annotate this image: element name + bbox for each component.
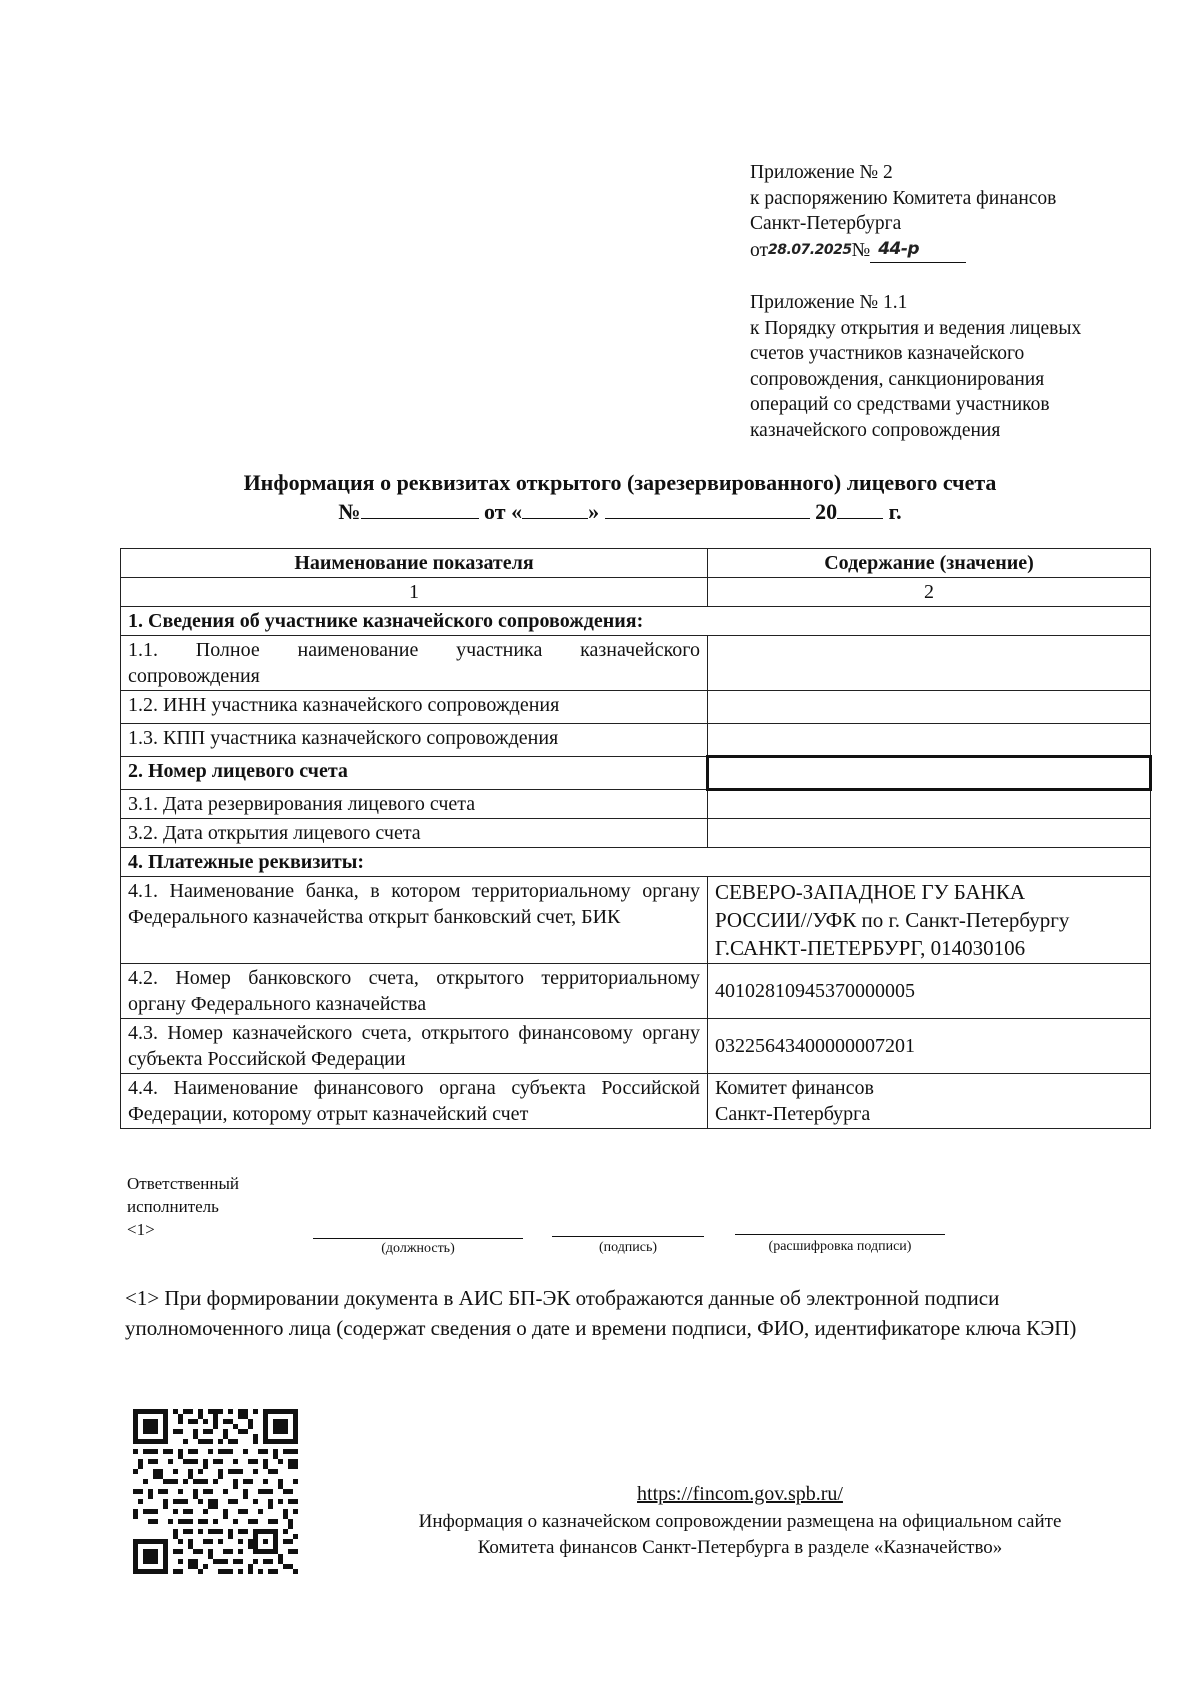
site-info-line: Информация о казначейском сопровождении размещена на официальном сайте xyxy=(418,1511,1062,1532)
row-1-2-label: 1.2. ИНН участника казначейского сопровождения xyxy=(121,691,708,724)
section-row xyxy=(121,848,1151,877)
number-prefix: № xyxy=(851,239,871,261)
appendix-2-title: Приложение № 2 xyxy=(750,162,893,183)
responsible-line: Ответственный xyxy=(127,1174,239,1193)
row-4-4-value xyxy=(708,1074,1151,1129)
table-row xyxy=(121,1019,1151,1074)
appendix-2-line: Санкт-Петербурга xyxy=(750,213,902,234)
row-1-2-value xyxy=(708,691,1151,724)
table-row xyxy=(121,819,1151,848)
signature-caption: (подпись) xyxy=(598,1240,658,1255)
site-info-line: Комитета финансов Санкт-Петербурга в разделе «Казначейство» xyxy=(477,1537,1003,1558)
site-url-link[interactable]: https://fincom.gov.spb.ru/ xyxy=(637,1483,843,1505)
row-4-1-label: 4.1. Наименование банка, в котором территориальному органу Федерального казначейства открыт банковский счет, БИК xyxy=(121,877,708,964)
table-row xyxy=(121,790,1151,819)
open-quote: « xyxy=(511,499,523,524)
signature-decode-caption: (расшифровка подписи) xyxy=(768,1239,912,1254)
column-number: 1 xyxy=(121,578,708,607)
responsible-footnote-ref: <1> xyxy=(127,1220,155,1239)
position-caption: (должность) xyxy=(381,1241,455,1256)
footnote: <1> При формировании документа в АИС БП-ЭК отображаются данные об электронной подписи уполномоченного лица (содержат сведения о дате и времени подписи, ФИО, идентификаторе ключа КЭП) xyxy=(125,1286,1077,1340)
bank-name-line: РОССИИ//УФК по г. Санкт-Петербургу xyxy=(715,908,1070,932)
table-row xyxy=(121,1074,1151,1129)
close-quote: » xyxy=(588,499,600,524)
table-row xyxy=(121,724,1151,757)
signature-decode-line xyxy=(735,1234,945,1235)
responsible-executor xyxy=(127,1172,239,1241)
appendix-1-1-line: сопровождения, санкционирования xyxy=(750,368,1045,390)
bank-bik-line: Г.САНКТ-ПЕТЕРБУРГ, 014030106 xyxy=(715,936,1026,960)
table-header-row xyxy=(121,549,1151,578)
responsible-line: исполнитель xyxy=(127,1197,219,1216)
table-row xyxy=(121,964,1151,1019)
section-2-title: 2. Номер лицевого счета xyxy=(121,757,708,790)
row-3-2-value xyxy=(708,819,1151,848)
row-4-4-label: 4.4. Наименование финансового органа субъекта Российской Федерации, которому отрыт казначейский счет xyxy=(121,1074,708,1129)
fin-org-line: Комитет финансов xyxy=(715,1077,874,1099)
month-blank xyxy=(605,498,810,519)
requisites-table xyxy=(120,548,1152,1129)
bank-name-line: СЕВЕРО-ЗАПАДНОЕ ГУ БАНКА xyxy=(715,880,1026,904)
order-date-number xyxy=(750,237,1056,264)
section-1-title: 1. Сведения об участнике казначейского сопровождения: xyxy=(121,607,1151,636)
appendix-2-line: к распоряжению Комитета финансов xyxy=(750,187,1057,209)
appendix-1-1-line: к Порядку открытия и ведения лицевых xyxy=(750,317,1082,339)
appendix-1-1-line: счетов участников казначейского xyxy=(750,343,1025,364)
appendix-1-1-line: операций со средствами участников xyxy=(750,394,1050,415)
appendix-1-1-block xyxy=(750,290,1081,443)
account-number-value xyxy=(708,757,1151,790)
document-number-line xyxy=(20,498,1200,525)
appendix-1-1-line: казначейского сопровождения xyxy=(750,419,1001,441)
fin-org-line: Санкт-Петербурга xyxy=(715,1103,871,1125)
year-suffix: г. xyxy=(888,499,902,524)
row-4-3-value: 03225643400000007201 xyxy=(708,1019,1151,1074)
row-4-1-value xyxy=(708,877,1151,964)
column-number: 2 xyxy=(708,578,1151,607)
appendix-2-block xyxy=(750,160,1056,263)
row-1-3-value xyxy=(708,724,1151,757)
header-content-value: Содержание (значение) xyxy=(708,549,1151,578)
year-blank xyxy=(837,498,883,519)
row-4-2-value: 40102810945370000005 xyxy=(708,964,1151,1019)
table-row xyxy=(121,877,1151,964)
from-label: от xyxy=(484,499,506,524)
row-4-2-label: 4.2. Номер банковского счета, открытого территориальному органу Федерального казначейства xyxy=(121,964,708,1019)
year-prefix: 20 xyxy=(815,499,838,524)
section-row xyxy=(121,607,1151,636)
section-4-title: 4. Платежные реквизиты: xyxy=(121,848,1151,877)
handwritten-number: 44-р xyxy=(870,237,966,264)
position-signature-line xyxy=(313,1238,523,1239)
appendix-1-1-line: Приложение № 1.1 xyxy=(750,292,908,313)
number-label: № xyxy=(338,499,361,524)
table-row xyxy=(121,636,1151,691)
site-url-block xyxy=(0,1483,1200,1506)
number-blank xyxy=(361,498,479,519)
row-3-2-label: 3.2. Дата открытия лицевого счета xyxy=(121,819,708,848)
header-indicator-name: Наименование показателя xyxy=(121,549,708,578)
day-blank xyxy=(522,498,588,519)
table-row xyxy=(121,691,1151,724)
document-title: Информация о реквизитах открытого (зарезервированного) лицевого счета xyxy=(243,470,997,495)
row-4-3-label: 4.3. Номер казначейского счета, открытого финансовому органу субъекта Российской Федерации xyxy=(121,1019,708,1074)
row-1-3-label: 1.3. КПП участника казначейского сопровождения xyxy=(121,724,708,757)
row-3-1-value xyxy=(708,790,1151,819)
signature-line xyxy=(552,1236,704,1237)
row-1-1-label: 1.1. Полное наименование участника казначейского сопровождения xyxy=(121,636,708,691)
date-prefix: от xyxy=(750,239,769,261)
row-1-1-value xyxy=(708,636,1151,691)
section-row xyxy=(121,757,1151,790)
column-numbers-row xyxy=(121,578,1151,607)
handwritten-date: 28.07.2025 xyxy=(768,241,852,258)
row-3-1-label: 3.1. Дата резервирования лицевого счета xyxy=(121,790,708,819)
